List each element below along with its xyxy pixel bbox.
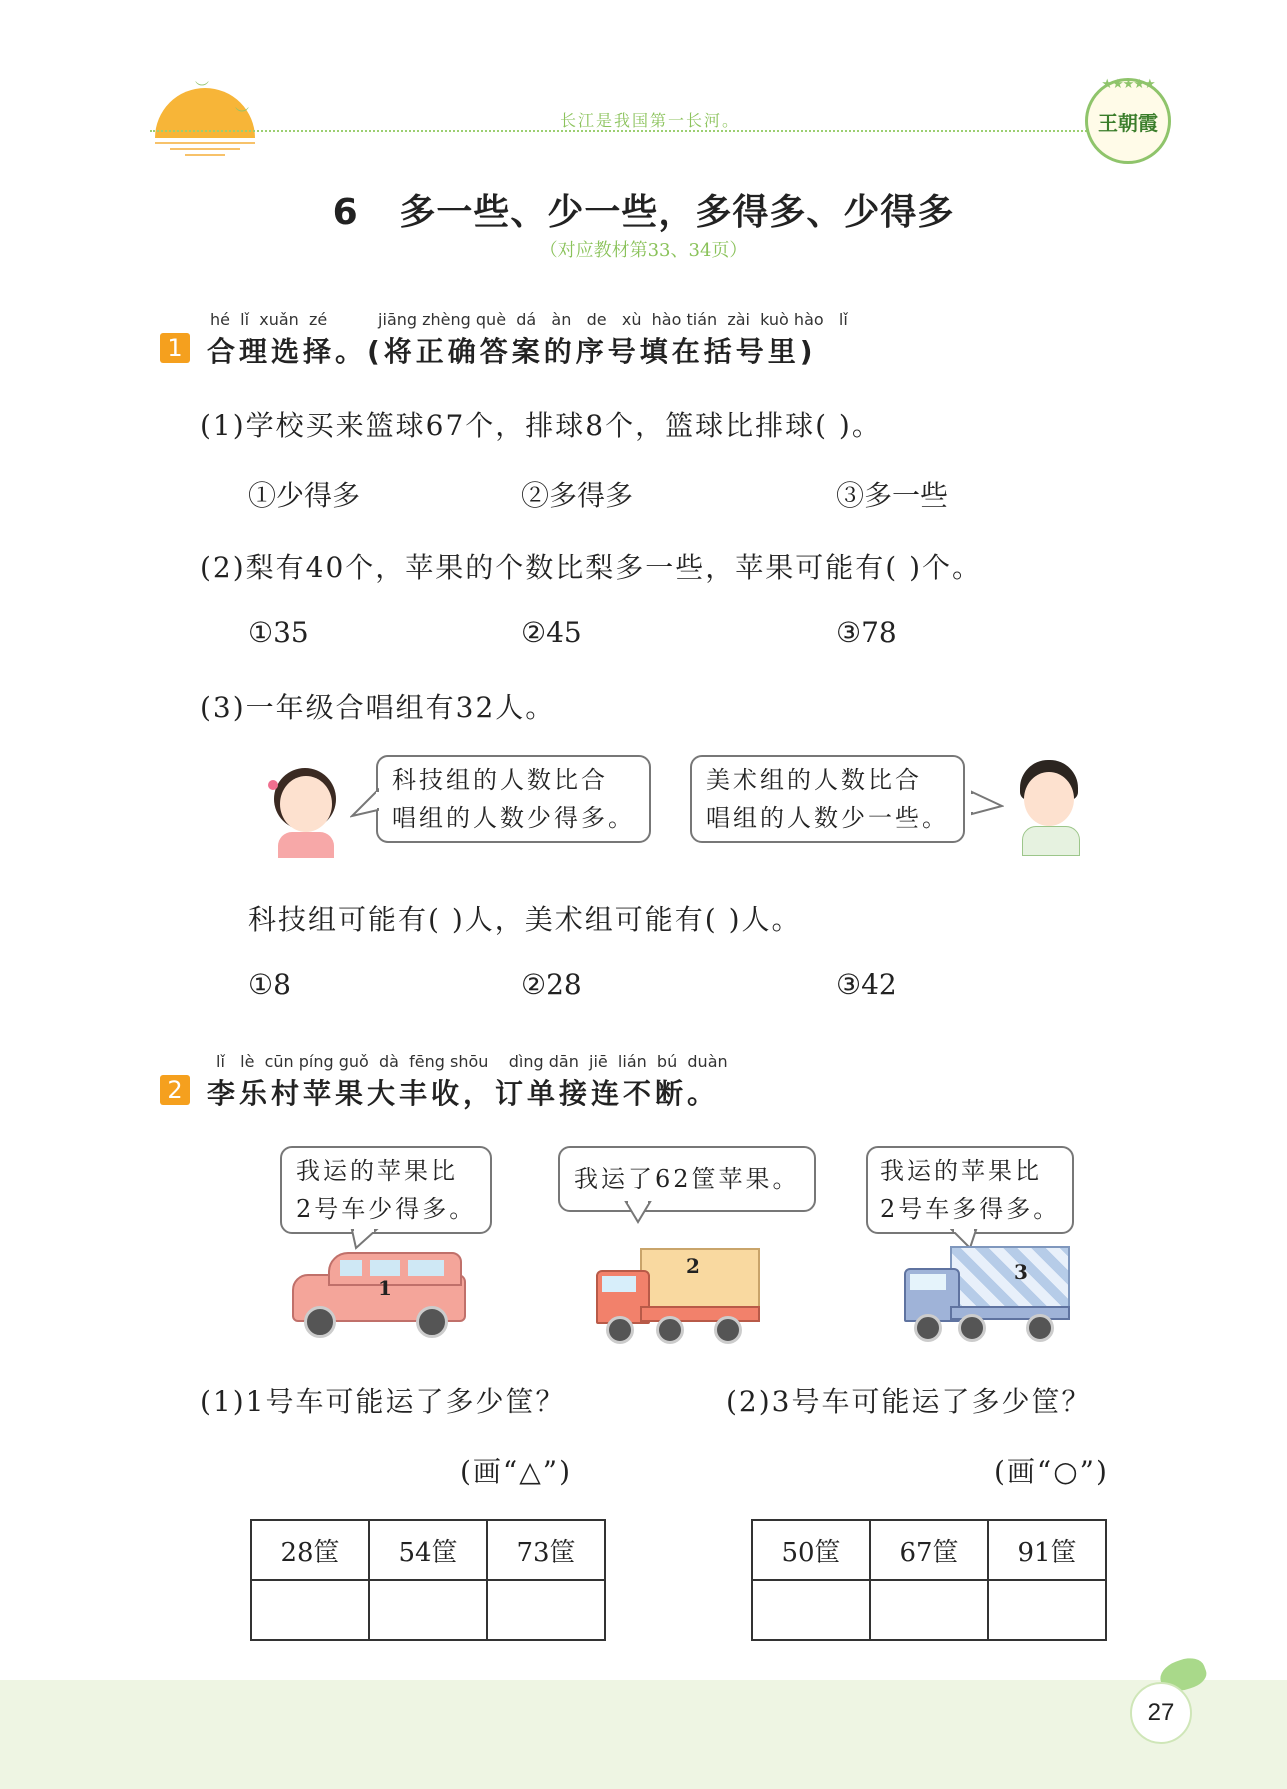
- lesson-title: 多一些、少一些，多得多、少得多: [399, 192, 955, 233]
- q1-part3-option-1: ①8: [248, 968, 291, 1001]
- lesson-number: 6: [332, 192, 359, 233]
- textbook-reference: （对应教材第33、34页）: [539, 240, 748, 261]
- q1-part2-option-1: ①35: [248, 616, 309, 649]
- truck-3-label: 3: [1014, 1260, 1028, 1284]
- q2-pinyin: lǐ lè cūn píng guǒ dà fēng shōu dìng dān jiē lián bú duàn: [216, 1052, 728, 1071]
- stars-icon: ★★★★★: [1101, 77, 1155, 92]
- van-1-illustration: [292, 1248, 464, 1334]
- girl-bubble-line-2: 唱组的人数少得多。: [392, 804, 635, 832]
- brand-badge-text: 王朝霞: [1098, 111, 1158, 135]
- q2-sub2-hint: (画“○”): [994, 1455, 1109, 1488]
- girl-bubble-tail: [350, 788, 380, 818]
- table1-answer-cell[interactable]: [369, 1580, 487, 1640]
- q1-heading: 合理选择。(将正确答案的序号填在括号里): [207, 335, 817, 368]
- page-number: 27: [1130, 1682, 1192, 1744]
- q1-part2-option-3: ③78: [836, 616, 897, 649]
- q1-part2-stem: (2)梨有40个，苹果的个数比梨多一些，苹果可能有( )个。: [200, 551, 983, 584]
- table1-header-cell: 73筐: [487, 1520, 605, 1580]
- truck-2-label: 2: [686, 1254, 700, 1278]
- truck-3-illustration: [902, 1242, 1070, 1338]
- table2-answer-cell[interactable]: [988, 1580, 1106, 1640]
- q1-part1-option-2: ②多得多: [521, 479, 634, 512]
- table2-header-cell: 91筐: [988, 1520, 1106, 1580]
- table1-header-cell: 28筐: [251, 1520, 369, 1580]
- q2-sub1-answer-table: [250, 1519, 606, 1641]
- bird-icon: ︶: [195, 81, 209, 97]
- table1-header-cell: 54筐: [369, 1520, 487, 1580]
- q2-sub2-question: (2)3号车可能运了多少筐？: [726, 1385, 1092, 1418]
- q1-pinyin: hé lǐ xuǎn zé jiāng zhèng què dá àn de xù hào tián zài kuò hào lǐ: [210, 310, 848, 329]
- boy-illustration: [1010, 758, 1086, 858]
- q1-part3-option-3: ③42: [836, 968, 897, 1001]
- q2-sub1-question: (1)1号车可能运了多少筐？: [200, 1385, 566, 1418]
- truck1-speech-bubble: [280, 1146, 492, 1234]
- q1-part1-stem: (1)学校买来篮球67个，排球8个，篮球比排球( )。: [200, 409, 882, 442]
- header-motto: 长江是我国第一长河。: [560, 111, 741, 130]
- q1-part3-answer-line: 科技组可能有( )人，美术组可能有( )人。: [248, 903, 802, 936]
- van-1-label: 1: [378, 1276, 392, 1300]
- q1-part3-stem: (3)一年级合唱组有32人。: [200, 691, 556, 724]
- truck2-speech-bubble: 我运了62筐苹果。: [558, 1146, 816, 1212]
- truck1-bubble-line-1: 我运的苹果比: [296, 1157, 458, 1185]
- truck2-bubble-tail: [624, 1200, 654, 1224]
- table2-answer-cell[interactable]: [752, 1580, 870, 1640]
- boy-bubble-line-1: 美术组的人数比合: [706, 766, 922, 794]
- girl-bubble-line-1: 科技组的人数比合: [392, 766, 608, 794]
- bird-icon-2: ︶: [235, 107, 249, 123]
- footer-background: [0, 1680, 1287, 1789]
- truck-2-illustration: [594, 1244, 760, 1340]
- table2-answer-cell[interactable]: [870, 1580, 988, 1640]
- q2-number-badge: 2: [160, 1075, 190, 1105]
- sun-reflection-lines: [150, 140, 260, 160]
- q2-heading: 李乐村苹果大丰收，订单接连不断。: [207, 1077, 720, 1110]
- girl-speech-bubble: [376, 755, 651, 843]
- boy-bubble-line-2: 唱组的人数少一些。: [706, 804, 949, 832]
- truck1-bubble-tail: [350, 1228, 380, 1250]
- truck3-bubble-line-1: 我运的苹果比: [880, 1157, 1042, 1185]
- q2-sub2-answer-table: [751, 1519, 1107, 1641]
- q1-number-badge: 1: [160, 333, 190, 363]
- table2-header-cell: 50筐: [752, 1520, 870, 1580]
- truck3-speech-bubble: [866, 1146, 1074, 1234]
- table1-answer-cell[interactable]: [251, 1580, 369, 1640]
- page-title: [0, 184, 1287, 235]
- truck1-bubble-line-2: 2号车少得多。: [296, 1195, 477, 1223]
- table2-header-cell: 67筐: [870, 1520, 988, 1580]
- q1-part3-option-2: ②28: [521, 968, 582, 1001]
- boy-bubble-tail: [970, 790, 1004, 820]
- q1-part1-option-3: ③多一些: [836, 479, 949, 512]
- q1-part1-option-1: ①少得多: [248, 479, 361, 512]
- q1-part2-option-2: ②45: [521, 616, 582, 649]
- truck3-bubble-line-2: 2号车多得多。: [880, 1195, 1061, 1223]
- girl-illustration: [268, 760, 344, 860]
- q2-sub1-hint: (画“△”): [460, 1455, 573, 1488]
- boy-speech-bubble: [690, 755, 965, 843]
- table1-answer-cell[interactable]: [487, 1580, 605, 1640]
- brand-badge-logo: [1085, 78, 1171, 164]
